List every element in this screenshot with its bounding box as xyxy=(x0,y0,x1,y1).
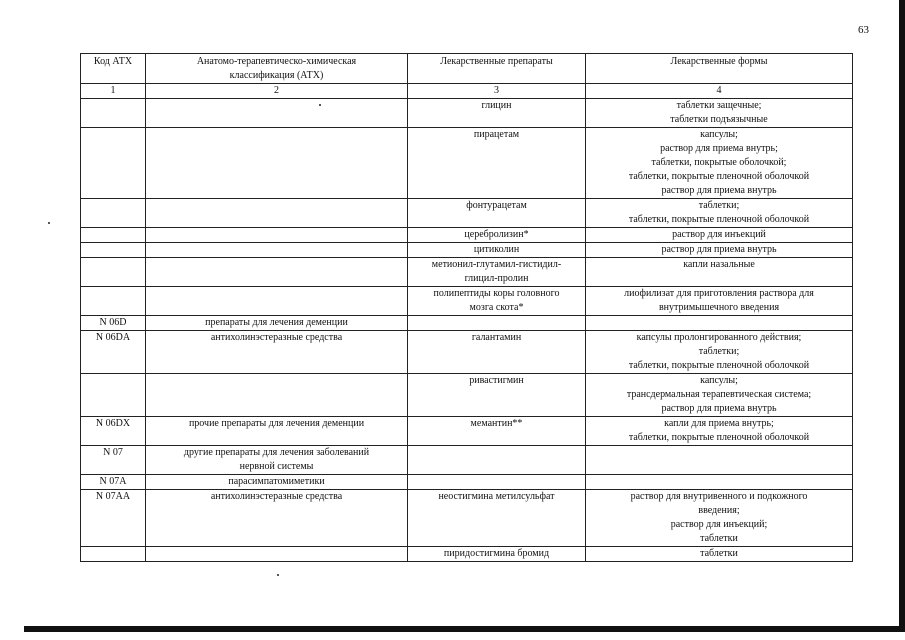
cell-drug: метионил-глутамил-гистидил- глицил-пролин xyxy=(408,258,586,287)
cell-drug: пирацетам xyxy=(408,128,586,199)
cell-atc-code xyxy=(81,99,146,128)
table-row xyxy=(81,475,853,490)
cell-dosage-form xyxy=(586,446,853,475)
column-number: 2 xyxy=(146,84,408,99)
cell-dosage-form: раствор для инъекций xyxy=(586,228,853,243)
cell-classification xyxy=(146,199,408,228)
cell-drug: фонтурацетам xyxy=(408,199,586,228)
cell-atc-code xyxy=(81,287,146,316)
cell-classification xyxy=(146,243,408,258)
cell-dosage-form: капсулы; трансдермальная терапевтическая система; раствор для приема внутрь xyxy=(586,374,853,417)
cell-dosage-form: капли назальные xyxy=(586,258,853,287)
table-row xyxy=(81,258,853,287)
cell-classification xyxy=(146,99,408,128)
table-row xyxy=(81,547,853,562)
cell-atc-code: N 06D xyxy=(81,316,146,331)
header-atc-code: Код АТХ xyxy=(81,54,146,84)
cell-drug: ривастигмин xyxy=(408,374,586,417)
table-row xyxy=(81,228,853,243)
cell-atc-code xyxy=(81,228,146,243)
cell-atc-code: N 06DX xyxy=(81,417,146,446)
column-number: 1 xyxy=(81,84,146,99)
table-row xyxy=(81,374,853,417)
cell-drug: неостигмина метилсульфат xyxy=(408,490,586,547)
scan-speck xyxy=(319,104,321,106)
table-row xyxy=(81,128,853,199)
cell-classification: антихолинэстеразные средства xyxy=(146,331,408,374)
cell-drug xyxy=(408,446,586,475)
column-number-row xyxy=(81,84,853,99)
scan-speck xyxy=(48,222,50,224)
cell-dosage-form: таблетки защечные; таблетки подъязычные xyxy=(586,99,853,128)
cell-dosage-form: раствор для внутривенного и подкожного введения; раствор для инъекций; таблетки xyxy=(586,490,853,547)
header-drugs: Лекарственные препараты xyxy=(408,54,586,84)
cell-drug: галантамин xyxy=(408,331,586,374)
cell-classification: препараты для лечения деменции xyxy=(146,316,408,331)
table-row xyxy=(81,417,853,446)
cell-dosage-form: капсулы пролонгированного действия; таблетки; таблетки, покрытые пленочной оболочкой xyxy=(586,331,853,374)
cell-drug: мемантин** xyxy=(408,417,586,446)
cell-classification: прочие препараты для лечения деменции xyxy=(146,417,408,446)
cell-classification xyxy=(146,228,408,243)
cell-dosage-form: лиофилизат для приготовления раствора для внутримышечного введения xyxy=(586,287,853,316)
cell-atc-code: N 07A xyxy=(81,475,146,490)
scan-edge-bottom xyxy=(24,626,905,632)
column-number: 4 xyxy=(586,84,853,99)
cell-classification xyxy=(146,374,408,417)
cell-classification: другие препараты для лечения заболеваний нервной системы xyxy=(146,446,408,475)
cell-drug: пиридостигмина бромид xyxy=(408,547,586,562)
table-row xyxy=(81,199,853,228)
table-row xyxy=(81,99,853,128)
cell-dosage-form: капли для приема внутрь; таблетки, покрытые пленочной оболочкой xyxy=(586,417,853,446)
cell-dosage-form: таблетки xyxy=(586,547,853,562)
page-number: 63 xyxy=(858,24,869,36)
cell-drug: глицин xyxy=(408,99,586,128)
cell-dosage-form xyxy=(586,475,853,490)
cell-classification xyxy=(146,547,408,562)
cell-atc-code xyxy=(81,128,146,199)
cell-drug: церебролизин* xyxy=(408,228,586,243)
cell-drug: цитиколин xyxy=(408,243,586,258)
scan-speck xyxy=(277,574,279,576)
cell-drug xyxy=(408,475,586,490)
table-row xyxy=(81,316,853,331)
cell-dosage-form: капсулы; раствор для приема внутрь; таблетки, покрытые оболочкой; таблетки, покрытые пленочной оболочкой раствор для приема внутрь xyxy=(586,128,853,199)
column-number: 3 xyxy=(408,84,586,99)
scan-edge-right xyxy=(899,0,905,632)
cell-atc-code xyxy=(81,374,146,417)
cell-atc-code xyxy=(81,243,146,258)
cell-atc-code: N 07 xyxy=(81,446,146,475)
table-row xyxy=(81,287,853,316)
table-row xyxy=(81,243,853,258)
table-row xyxy=(81,331,853,374)
cell-atc-code: N 07AA xyxy=(81,490,146,547)
cell-drug xyxy=(408,316,586,331)
cell-dosage-form: раствор для приема внутрь xyxy=(586,243,853,258)
cell-dosage-form: таблетки; таблетки, покрытые пленочной оболочкой xyxy=(586,199,853,228)
cell-atc-code: N 06DA xyxy=(81,331,146,374)
cell-atc-code xyxy=(81,258,146,287)
cell-classification xyxy=(146,287,408,316)
cell-drug: полипептиды коры головного мозга скота* xyxy=(408,287,586,316)
cell-classification xyxy=(146,128,408,199)
cell-classification xyxy=(146,258,408,287)
header-dosage-forms: Лекарственные формы xyxy=(586,54,853,84)
table-header-row xyxy=(81,54,853,84)
cell-classification: парасимпатомиметики xyxy=(146,475,408,490)
cell-classification: антихолинэстеразные средства xyxy=(146,490,408,547)
table-row xyxy=(81,490,853,547)
table-row xyxy=(81,446,853,475)
cell-atc-code xyxy=(81,547,146,562)
header-atc-classification: Анатомо-терапевтическо-химическая классификация (АТХ) xyxy=(146,54,408,84)
cell-atc-code xyxy=(81,199,146,228)
cell-dosage-form xyxy=(586,316,853,331)
atc-drug-table xyxy=(80,53,853,562)
